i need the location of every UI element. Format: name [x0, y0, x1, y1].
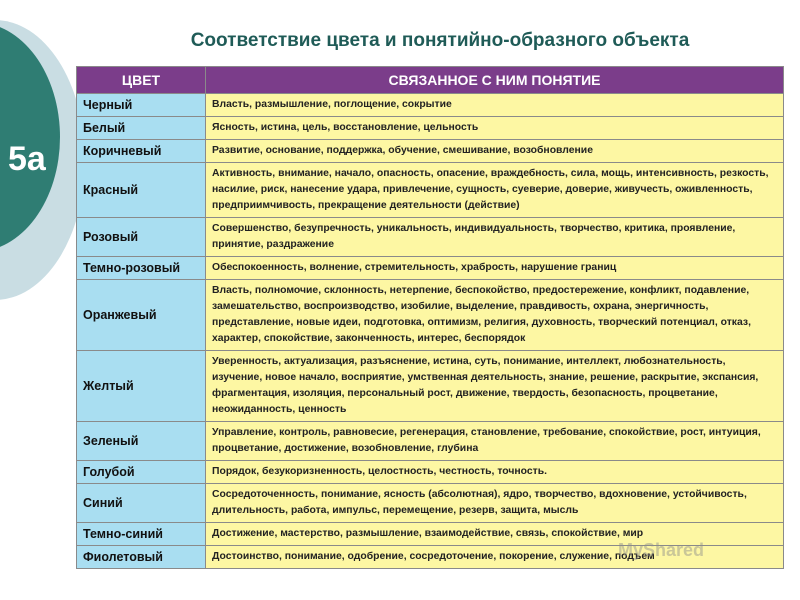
- table-row: [77, 163, 784, 218]
- table-row: [77, 351, 784, 422]
- table-row: [77, 140, 784, 163]
- color-name-cell: Темно-розовый: [77, 257, 206, 280]
- slide-title: Соответствие цвета и понятийно-образного объекта: [190, 30, 690, 51]
- header-concept: СВЯЗАННОЕ С НИМ ПОНЯТИЕ: [206, 67, 784, 94]
- table-row: [77, 257, 784, 280]
- concept-cell: Управление, контроль, равновесие, регенерация, становление, требование, спокойствие, рост, интуиция, процветание, достижение, возобновление, глубина: [206, 422, 784, 461]
- concept-cell: Ясность, истина, цель, восстановление, цельность: [206, 117, 784, 140]
- header-color: ЦВЕТ: [77, 67, 206, 94]
- color-name-cell: Черный: [77, 94, 206, 117]
- watermark: MyShared: [618, 540, 705, 560]
- concept-cell: Достоинство, понимание, одобрение, сосредоточение, покорение, служение, подъем: [206, 546, 784, 569]
- concept-cell: Развитие, основание, поддержка, обучение, смешивание, возобновление: [206, 140, 784, 163]
- table-row: [77, 484, 784, 523]
- color-name-cell: Красный: [77, 163, 206, 218]
- color-name-cell: Синий: [77, 484, 206, 523]
- table-header-row: [77, 67, 784, 94]
- concept-cell: Власть, размышление, поглощение, сокрытие: [206, 94, 784, 117]
- color-name-cell: Розовый: [77, 218, 206, 257]
- color-name-cell: Голубой: [77, 461, 206, 484]
- table-row: [77, 280, 784, 351]
- table-row: [77, 461, 784, 484]
- concept-cell: Обеспокоенность, волнение, стремительность, храбрость, нарушение границ: [206, 257, 784, 280]
- table-row: [77, 117, 784, 140]
- concept-cell: Активность, внимание, начало, опасность, опасение, враждебность, сила, мощь, интенсивность, резкость, насилие, риск, нанесение удара, привлечение, сущность, суеверие, доверие, живучесть, оживленность, предприимчивость, прекращение деятельности (действие): [206, 163, 784, 218]
- color-name-cell: Коричневый: [77, 140, 206, 163]
- concept-cell: Совершенство, безупречность, уникальность, индивидуальность, творчество, критика, проявление, принятие, раздражение: [206, 218, 784, 257]
- color-name-cell: Фиолетовый: [77, 546, 206, 569]
- table-row: [77, 94, 784, 117]
- concept-cell: Порядок, безукоризненность, целостность, честность, точность.: [206, 461, 784, 484]
- color-name-cell: Оранжевый: [77, 280, 206, 351]
- slide-badge: 5а: [8, 140, 46, 178]
- color-name-cell: Темно-синий: [77, 523, 206, 546]
- concept-cell: Достижение, мастерство, размышление, взаимодействие, связь, спокойствие, мир: [206, 523, 784, 546]
- concept-cell: Сосредоточенность, понимание, ясность (абсолютная), ядро, творчество, вдохновение, устойчивость, длительность, работа, импульс, перемещение, резерв, защита, мысль: [206, 484, 784, 523]
- concept-cell: Власть, полномочие, склонность, нетерпение, беспокойство, предостережение, конфликт, подавление, замешательство, воспроизводство, изобилие, выделение, правдивость, охрана, энергичность, представление, новые идеи, подготовка, оптимизм, религия, духовность, творческий потенциал, отказ, характер, спокойствие, законченность, интерес, беспорядок: [206, 280, 784, 351]
- table-row: [77, 422, 784, 461]
- color-name-cell: Белый: [77, 117, 206, 140]
- concept-cell: Уверенность, актуализация, разъяснение, истина, суть, понимание, интеллект, любознательность, изучение, новое начало, восприятие, умственная деятельность, знание, решение, раскрытие, экспансия, фрагментация, изоляция, персональный рост, движение, твердость, безопасность, процветание, неожиданность, ценность: [206, 351, 784, 422]
- color-name-cell: Зеленый: [77, 422, 206, 461]
- color-name-cell: Желтый: [77, 351, 206, 422]
- color-concept-table: [76, 66, 784, 569]
- table-row: [77, 218, 784, 257]
